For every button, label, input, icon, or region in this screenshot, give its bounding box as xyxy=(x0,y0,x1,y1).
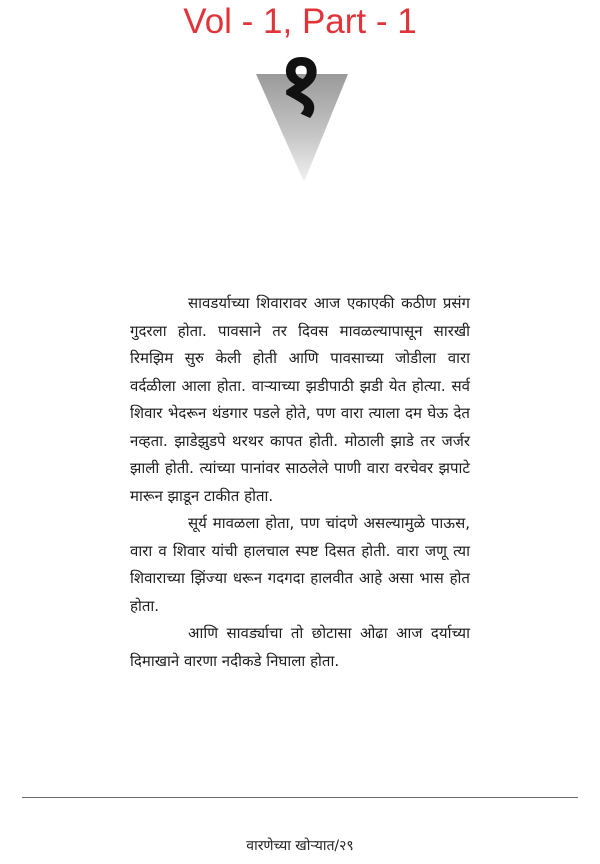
chapter-number-mark xyxy=(252,46,352,186)
running-footer: वारणेच्या खोऱ्यात/२९ xyxy=(246,838,354,854)
footer-divider xyxy=(22,797,578,798)
paragraph: सूर्य मावळला होता, पण चांदणे असल्यामुळे पाऊस, वारा व शिवार यांची हालचाल स्पष्ट दिसत होती. वारा जणू त्या शिवाराच्या झिंज्या धरून गदगदा हालवीत आहे असा भास होत होता. xyxy=(130,514,470,615)
paragraph: आणि सावर्ड्याचा तो छोटासा ओढा आज दर्याच्या दिमाखाने वारणा नदीकडे निघाला होता. xyxy=(130,624,470,670)
chapter-numeral: १ xyxy=(278,46,324,135)
chapter-triangle-ornament-icon xyxy=(252,46,352,186)
paragraph: सावडर्याच्या शिवारावर आज एकाएकी कठीण प्रसंग गुदरला होता. पावसाने तर दिवस मावळल्यापासून सारखी रिमझिम सुरु केली होती आणि पावसाच्या जोडीला वारा वर्दळीला आला होता. वाऱ्याच्या झडीपाठी झडी येत होत्या. सर्व शिवार भेदरून थंडगार पडले होते, पण वारा त्याला दम घेऊ देत नव्हता. झाडेझुडपे थरथर कापत होती. मोठाली झाडे तर जर्जर झाली होती. त्यांच्या पानांवर साठलेले पाणी वारा वरचेवर झपाटे मारून झाडून टाकीत होता. xyxy=(130,294,470,505)
chapter-body-text xyxy=(130,290,470,675)
volume-part-heading: Vol - 1, Part - 1 xyxy=(183,2,417,41)
